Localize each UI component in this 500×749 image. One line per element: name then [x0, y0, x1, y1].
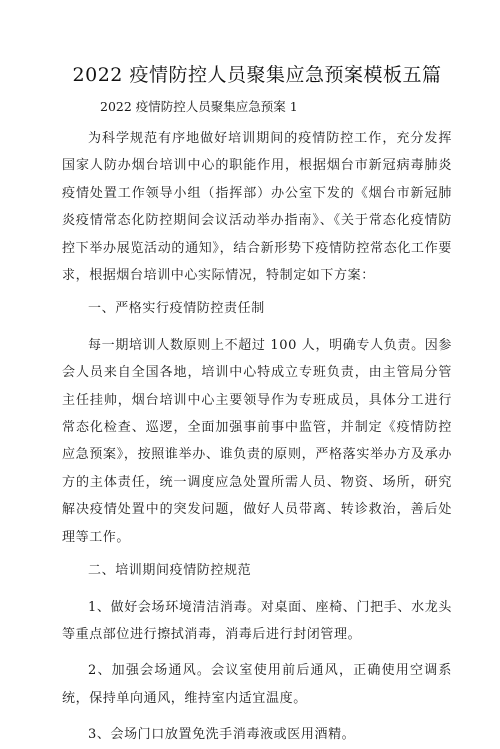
section-2-heading: 二、培训期间疫情防控规范	[88, 563, 252, 579]
list-item-ventilation: 2、加强会场通风。会议室使用前后通风，正确使用空调系统，保持单向通风，维持室内适宜温度。	[62, 663, 452, 706]
section-1-paragraph: 每一期培训人数原则上不超过 100 人，明确专人负责。因参会人员来自全国各地，培训中心特成立专班负责，由主管局分管主任挂帅，烟台培训中心主要领导作为专班成员，具体分工进行常态化检查、巡逻，全面加强事前事中监管，并制定《疫情防控应急预案》，按照谁举办、谁负责的原则，严格落实举办方及承办方的主体责任，统一调度应急处置所需人员、物资、场所，研究解决疫情处置中的突发问题，做好人员带离、转诊救治，善后处理等工作。	[62, 337, 452, 545]
document-title: 2022 疫情防控人员聚集应急预案模板五篇	[72, 64, 442, 86]
section-1-heading: 一、严格实行疫情防控责任制	[88, 301, 265, 317]
document-subtitle: 2022 疫情防控人员聚集应急预案 1	[100, 99, 298, 114]
list-item-sanitizer: 3、会场门口放置免洗手消毒液或医用酒精。	[88, 727, 356, 743]
intro-paragraph: 为科学规范有序地做好培训期间的疫情防控工作，充分发挥国家人防办烟台培训中心的职能作用，根据烟台市新冠病毒肺炎疫情处置工作领导小组（指挥部）办公室下发的《烟台市新冠肺炎疫情常态化防控期间会议活动举办指南》、《关于常态化疫情防控下举办展览活动的通知》，结合新形势下疫情防控常态化工作要求，根据烟台培训中心实际情况，特制定如下方案：	[62, 131, 452, 284]
list-item-cleaning: 1、做好会场环境清洁消毒。对桌面、座椅、门把手、水龙头等重点部位进行擦拭消毒，消毒后进行封闭管理。	[62, 599, 452, 642]
